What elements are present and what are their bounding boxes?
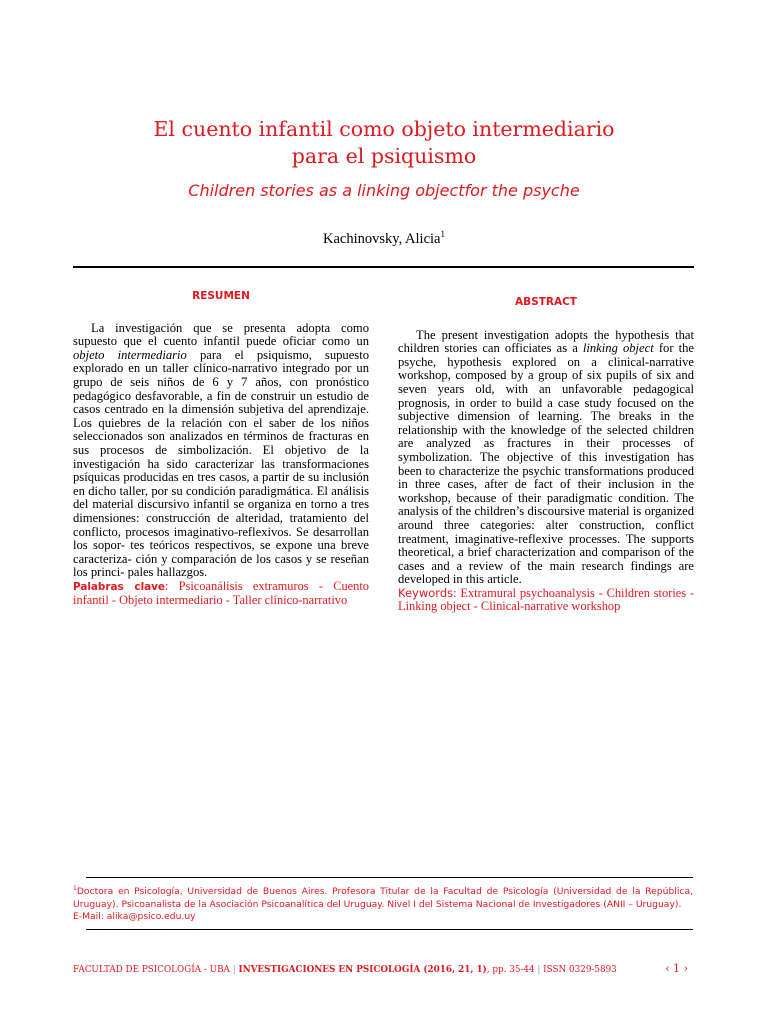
keywords — [398, 587, 694, 614]
keywords-text: : Extramural psychoanalysis - Children stories - Linking object - Clinical-narrative workshop — [398, 585, 694, 614]
resumen-heading: RESUMEN — [192, 290, 250, 302]
footer-issn: ISSN 0329-5893 — [543, 965, 617, 975]
palabras-clave-text: : Psicoanálisis extramuros - Cuento infantil - Objeto intermediario - Taller clínico-narrativo — [73, 578, 369, 608]
resumen-text-italic: objeto intermediario — [73, 347, 187, 362]
abstract-column — [398, 290, 694, 614]
keywords-label: Keywords — [398, 585, 454, 600]
footer-faculty: FACULTAD DE PSICOLOGÍA - UBA — [73, 965, 230, 975]
resumen-text-part-2: para el psiquismo, supuesto explorado en un taller clínico-narrativo integrado por un grupo de seis niños de 6 y 7 años, con pronóstico pedagógico desfavorable, a fin de construir un estudio de casos centrado en la dimensión subjetiva del aprendizaje. Los quiebres de la relación con el saber de los niños seleccionados son analizados en términos de fracturas en sus procesos de simbolización. El objetivo de la investigación ha sido caracterizar las transformaciones psíquicas producidas en tres casos, a partir de su inclusión en dicho taller, por su condición paradigmática. El análisis del material discursivo infantil se organiza en torno a tres dimensiones: construcción de alteridad, tratamiento del conflicto, procesos imaginativo-reflexivos. Se desarrollan los sopor- tes teóricos respectivos, se expone una breve caracteriza- ción y comparación de los casos y se reseñan los princi- pales hallazgos. — [73, 347, 369, 580]
article-title-line-2: para el psiquismo — [291, 144, 477, 168]
palabras-clave-label: Palabras clave — [73, 580, 165, 593]
article-title — [0, 116, 768, 170]
palabras-clave — [73, 580, 369, 608]
abstract-heading: ABSTRACT — [515, 296, 577, 308]
author-name: Kachinovsky, Alicia — [323, 230, 441, 247]
resumen-text — [73, 322, 369, 580]
page-number: ‹ 1 › — [665, 962, 688, 975]
abstract-text-part-1: The present investigation adopts the hypothesis that children stories can officiates as a — [398, 327, 694, 356]
footnote-rule-bottom — [86, 929, 693, 930]
author-footnote-mark: 1 — [440, 229, 445, 239]
footnote — [73, 883, 693, 924]
footnote-mark: 1 — [73, 885, 77, 892]
author — [0, 229, 768, 248]
abstract-text-italic: linking object — [582, 341, 654, 356]
article-subtitle: Children stories as a linking objectfor the psyche — [188, 181, 580, 200]
abstract-text-part-2: for the psyche, hypothesis explored on a clinical-narrative workshop, composed by a group of six pupils of six and seven years old, with an unfavorable pedagogical prognosis, in order to build a case study focused on the subjective dimension of learning. The breaks in the relationship with the knowledge of the selected children are analyzed as fractures in their processes of symbolization. The objective of this investigation has been to characterize the psychic transformations produced in three cases, after de fact of their inclusion in the workshop, because of their paradigmatic condition. The analysis of the children’s discoursive material is organized around three categories: alter construction, conflict treatment, imaginative-reflexive processes. The supports theoretical, a brief characterization and comparison of the cases and a review of the main research findings are developed in this article. — [398, 341, 694, 587]
resumen-text-part-1: La investigación que se presenta adopta como supuesto que el cuento infantil puede oficiar como un — [73, 320, 369, 349]
footnote-rule-top — [86, 877, 693, 878]
footnote-email: E-Mail: alika@psico.edu.uy — [73, 911, 196, 923]
footnote-text: Doctora en Psicología, Universidad de Buenos Aires. Profesora Titular de la Facultad de Psicología (Universidad de la República, Uruguay). Psicoanalista de la Asociación Psicoanalítica del Uruguay. Nivel I del Sistema Nacional de Investigadores (ANII – Uruguay). — [73, 886, 693, 910]
page-footer — [73, 965, 617, 975]
abstract-text — [398, 329, 694, 587]
article-title-line-1: El cuento infantil como objeto intermediario — [153, 117, 615, 141]
footer-pages: , pp. 35-44 — [486, 965, 535, 975]
footnote-affiliation — [73, 883, 693, 911]
resumen-column — [73, 290, 369, 608]
footer-separator-1: | — [232, 965, 236, 975]
footer-separator-2: | — [537, 965, 541, 975]
footer-journal: INVESTIGACIONES EN PSICOLOGÍA (2016, 21, 1) — [238, 965, 487, 975]
header-rule — [73, 266, 694, 268]
